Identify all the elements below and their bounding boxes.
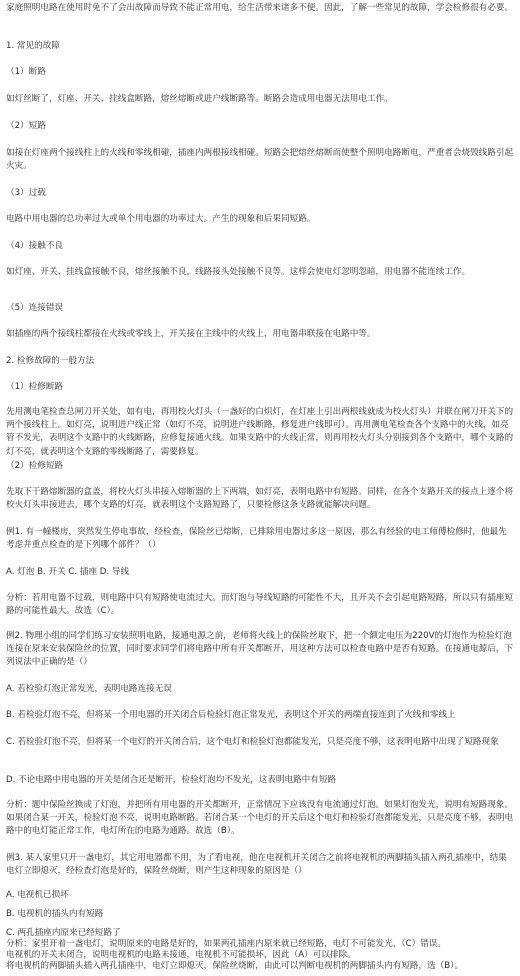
fault-open-circuit-text: 如灯丝断了，灯座、开关、挂线盒断路，熔丝熔断或进户线断路等。断路会造成用电器无法用电工作。 <box>6 94 393 104</box>
repair-open-circuit-label: （1）检修断路 <box>6 382 64 392</box>
example2-question: 例2. 物理小组的同学们练习安装照明电路，接通电源之前，老师将火线上的保险丝取下，把一个额定电压为220V的灯泡作为检验灯泡连接在原来安装保险丝的位置，同时要求同学们将电路中所有开关都断开，用这种方法可以检查电路中是否有短路。在接通电源后，下列说法中正确的是（） <box>6 631 514 668</box>
fault-overload-text: 电路中用电器的总功率过大或单个用电器的功率过大。产生的现象和后果同短路。 <box>6 214 316 224</box>
example2-option-a: A. 若检验灯泡正常发光，表明电路连接无误 <box>6 684 172 694</box>
fault-poor-contact-label: （4）接触不良 <box>6 241 64 251</box>
example3-option-c: C. 两孔插座内原来已经短路了 <box>6 928 121 938</box>
section1-heading: 1. 常见的故障 <box>6 41 60 51</box>
example2-analysis: 分析：题中保险丝换成了灯泡，并把所有用电器的开关都断开，正常情况下应该没有电流通过灯泡。如果灯泡发光，说明有短路现象。如果闭合某一开关，检验灯泡不亮，说明电路断路。若闭合某一个电灯的开关后这个电灯和检验灯泡都能发光，只是亮度不够，表明电路中的电灯能正常工作，电灯所在的电路为通路。故选（B）。 <box>6 800 514 837</box>
fault-wrong-wiring-label: （5）连接错误 <box>6 303 64 313</box>
example2-option-b: B. 若检验灯泡不亮，但将某一个用电器的开关闭合后检验灯泡正常发光，表明这个开关的两端直接连到了火线和零线上 <box>6 710 456 720</box>
example3-analysis-2: 电视机的开关未闭合，说明电视机的电路未接通，电视机不可能损坏，因此（A）可以排除。 <box>6 950 356 960</box>
intro-paragraph: 家庭照明电路在使用时免不了会出故障而导致不能正常用电，给生活带来诸多不便。因此，了解一些常见的故障，学会检修很有必要。 <box>6 3 514 13</box>
section2-heading: 2. 检修故障的一般方法 <box>6 356 95 366</box>
fault-overload-label: （3）过载 <box>6 188 46 198</box>
example1-question: 例1. 有一幢楼房，突然发生停电事故，经检查，保险丝已熔断，已排除用电器过多这一原因，那么有经验的电工师傅检修时，他最先考虑并重点检查的是下列哪个部件？（） <box>6 527 507 551</box>
example1-options: A. 灯泡 B. 开关 C. 插座 D. 导线 <box>6 567 130 577</box>
repair-open-circuit-text: 先用测电笔检查总闸刀开关处，如有电，再用校火灯头（一盏好的白炽灯，在灯座上引出两根线就成为校火灯头）并联在闸刀开关下的两个接线柱上。如灯亮，说明进户线正常（如灯不亮，说明进户线断路，修复进户线即可）。再用测电笔检查各个支路中的火线，如亮管不发光，表明这个支路中的火线断路，应修复接通火线。如果支路中的火线正常，则再用校火灯头分别接到各个支路中，哪个支路的灯不亮，就表明这个支路的零线断路了，需要修复。 <box>6 407 514 457</box>
example3-option-a: A. 电视机已损坏 <box>6 890 69 900</box>
example3-analysis-3: 将电视机的两脚插头插入两孔插座中，电灯立即熄灭，保险丝烧断，由此可以判断电视机的两脚插头内有短路，选（B）。 <box>6 961 464 971</box>
fault-poor-contact-text: 如灯座、开关、挂线盒接触不良，熔丝接触不良，线路接头处接触不良等。这样会使电灯忽明忽暗，用电器不能连续工作。 <box>6 267 471 277</box>
example1-analysis: 分析：若用电器不过载，则电路中只有短路使电流过大。而灯泡与导线短路的可能性不大，且开关不会引起电路短路，所以只有插座短路的可能性最大。故选（C）。 <box>6 593 514 617</box>
example3-option-b: B. 电视机的插头内有短路 <box>6 909 104 919</box>
fault-short-circuit-label: （2）短路 <box>6 121 46 131</box>
fault-short-circuit-text: 如接在灯座两个接线柱上的火线和零线相碰，插座内两根接线相碰。短路会把熔丝熔断而使整个照明电路断电，严重者会烧毁线路引起火灾。 <box>6 148 514 172</box>
fault-wrong-wiring-text: 如插座的两个接线柱都接在火线或零线上，开关接在主线中的火线上，用电器串联接在电路中等。 <box>6 329 376 339</box>
example2-option-d: D. 不论电路中用电器的开关是闭合还是断开，检验灯泡均不发光，这表明电路中有短路 <box>6 775 337 785</box>
example3-analysis-1: 分析：家里开着一盏电灯，说明原来的电路是好的，如果两孔插座内原来就已经短路，电灯不可能发光，（C）错误。 <box>6 939 446 949</box>
fault-open-circuit-label: （1）断路 <box>6 67 46 77</box>
example2-option-c: C. 若检验灯泡不亮，但将某一个电灯的开关闭合后，这个电灯和检验灯泡都能发光，只是亮度不够，这表明电路中出现了短路现象 <box>6 737 499 747</box>
repair-short-circuit-text: 先取下干路熔断器的盒盖，将校火灯头串接入熔断器的上下两端，如灯亮，表明电路中有短路。同样，在各个支路开关的接点上逐个将校火灯头串接进去，哪个支路的灯亮，就表明这个支路短路了，只要检修这条支路就能解决问题。 <box>6 487 514 511</box>
example3-question: 例3. 某人家里只开一盏电灯，其它用电器都不用，为了看电视，他在电视机开关闭合之前将电视机的两脚插头插入两孔插座中，结果电灯立即熄灭，经检查灯泡是好的，保险丝烧断，则产生这种现象的原因是（） <box>6 853 507 877</box>
repair-short-circuit-label: （2）检修短路 <box>6 461 64 471</box>
